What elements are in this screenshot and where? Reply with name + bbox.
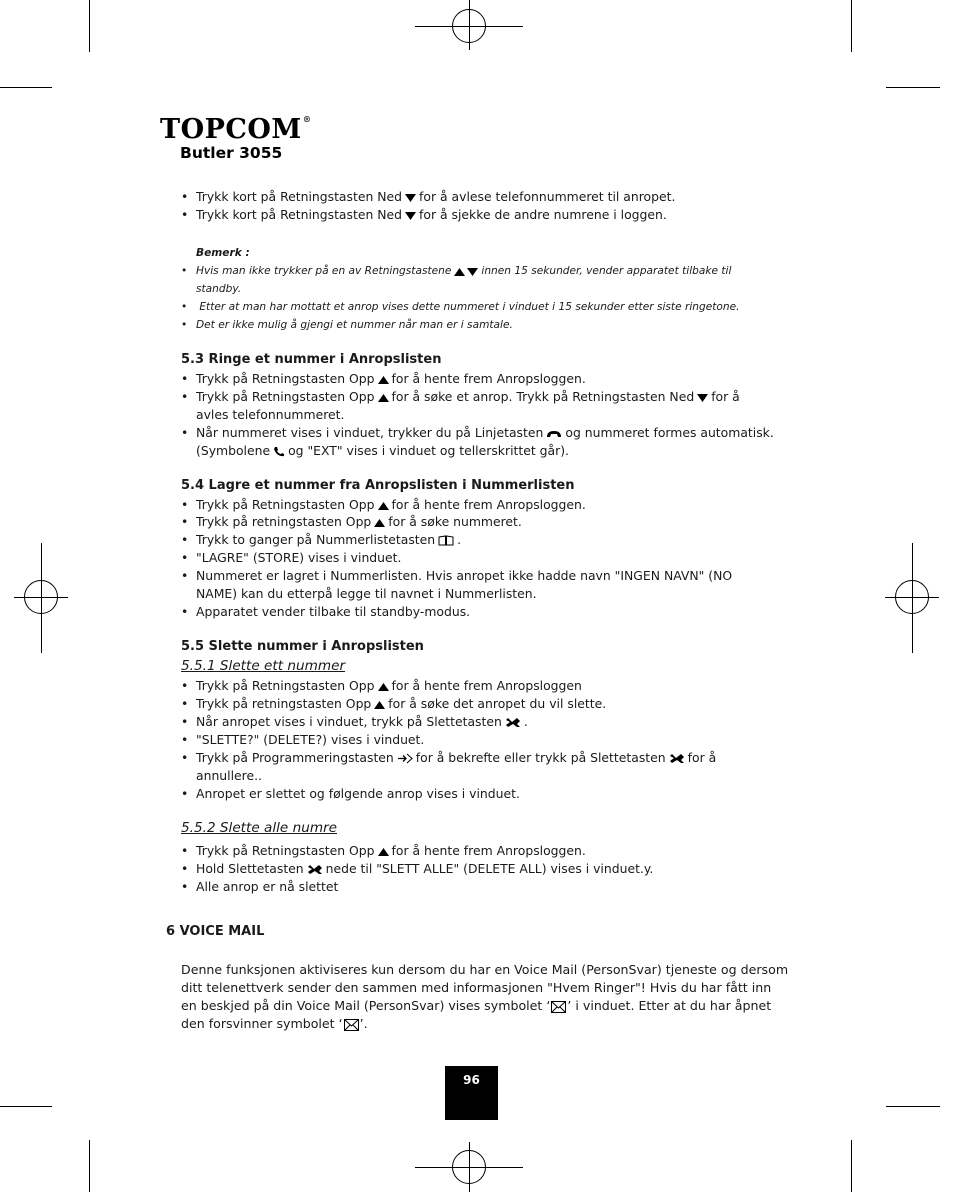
line-key-icon bbox=[546, 430, 562, 438]
arrow-up-icon bbox=[374, 518, 385, 527]
list-item: • Alle anrop er nå slettet bbox=[181, 879, 339, 894]
arrow-up-icon bbox=[378, 501, 389, 510]
delete-key-icon bbox=[505, 717, 521, 728]
paragraph-line: den forsvinner symbolet ‘ ’. bbox=[181, 1016, 368, 1031]
arrow-up-down-icon bbox=[454, 267, 478, 276]
list-item-cont: avles telefonnummeret. bbox=[196, 407, 345, 422]
list-item: • Trykk på Retningstasten Opp for å hente frem Anropsloggen. bbox=[181, 497, 586, 512]
section-heading: 5.5 Slette nummer i Anropslisten bbox=[181, 639, 424, 654]
paragraph-line: en beskjed på din Voice Mail (PersonSvar) vises symbolet ‘ ’ i vinduet. Etter at du har åpnet bbox=[181, 998, 772, 1013]
subsection-heading: 5.5.1 Slette ett nummer bbox=[181, 658, 346, 674]
phonebook-icon bbox=[438, 535, 454, 546]
list-item: • Trykk på Programmeringstasten for å bekrefte eller trykk på Slettetasten for å bbox=[181, 750, 717, 765]
arrow-up-icon bbox=[378, 682, 389, 691]
section-heading: 5.3 Ringe et nummer i Anropslisten bbox=[181, 352, 442, 367]
arrow-down-icon bbox=[697, 393, 708, 402]
arrow-up-icon bbox=[374, 700, 385, 709]
list-item-cont: (Symbolene og "EXT" vises i vinduet og tellerskrittet går). bbox=[196, 443, 569, 458]
note-title: Bemerk : bbox=[196, 247, 250, 259]
arrow-down-icon bbox=[405, 193, 416, 202]
note-item: • Hvis man ikke trykker på en av Retningstastene innen 15 sekunder, vender apparatet tilbake til bbox=[181, 265, 732, 277]
arrow-down-icon bbox=[405, 211, 416, 220]
delete-key-icon bbox=[307, 864, 323, 875]
delete-key-icon bbox=[669, 753, 685, 764]
list-item: • Trykk på Retningstasten Opp for å hente frem Anropsloggen. bbox=[181, 371, 586, 386]
list-item: • Apparatet vender tilbake til standby-modus. bbox=[181, 604, 471, 619]
brand-logo: TOPCOM® bbox=[160, 114, 312, 145]
arrow-up-icon bbox=[378, 393, 389, 402]
list-item: • Trykk på Retningstasten Opp for å hente frem Anropsloggen. bbox=[181, 843, 586, 858]
note-item: • Etter at man har mottatt et anrop vises dette nummeret i vinduet i 15 sekunder etter siste ringetone. bbox=[181, 301, 740, 313]
list-item: • Trykk på retningstasten Opp for å søke nummeret. bbox=[181, 514, 522, 529]
paragraph-line: Denne funksjonen aktiviseres kun dersom du har en Voice Mail (PersonSvar) tjeneste og dersom bbox=[181, 962, 789, 977]
list-item: • Nummeret er lagret i Nummerlisten. Hvis anropet ikke hadde navn "INGEN NAVN" (NO bbox=[181, 568, 733, 583]
list-item: • Trykk kort på Retningstasten Ned for å sjekke de andre numrene i loggen. bbox=[181, 207, 667, 222]
handset-icon bbox=[273, 446, 285, 457]
paragraph-line: ditt telenettverk sender den sammen med informasjonen "Hvem Ringer"! Hvis du har fått inn bbox=[181, 980, 772, 995]
list-item: • Når nummeret vises i vinduet, trykker du på Linjetasten og nummeret formes automatisk. bbox=[181, 425, 774, 440]
note-item: • Det er ikke mulig å gjengi et nummer når man er i samtale. bbox=[181, 319, 513, 331]
arrow-up-icon bbox=[378, 847, 389, 856]
section-heading: 5.4 Lagre et nummer fra Anropslisten i Nummerlisten bbox=[181, 478, 575, 493]
note-item-cont: standby. bbox=[196, 283, 242, 295]
list-item: • Trykk kort på Retningstasten Ned for å avlese telefonnummeret til anropet. bbox=[181, 189, 676, 204]
model-title: Butler 3055 bbox=[180, 144, 283, 162]
list-item: • Trykk på Retningstasten Opp for å hente frem Anropsloggen bbox=[181, 678, 582, 693]
list-item-cont: annullere.. bbox=[196, 768, 262, 783]
chapter-heading: 6 VOICE MAIL bbox=[166, 924, 265, 939]
program-key-icon bbox=[397, 753, 413, 764]
list-item: • Trykk på Retningstasten Opp for å søke et anrop. Trykk på Retningstasten Ned for å bbox=[181, 389, 740, 404]
list-item: • Trykk to ganger på Nummerlistetasten . bbox=[181, 532, 462, 547]
list-item: • Anropet er slettet og følgende anrop vises i vinduet. bbox=[181, 786, 520, 801]
list-item: • Når anropet vises i vinduet, trykk på Slettetasten . bbox=[181, 714, 528, 729]
page-number: 96 bbox=[445, 1066, 498, 1120]
list-item: • Hold Slettetasten nede til "SLETT ALLE" (DELETE ALL) vises i vinduet.y. bbox=[181, 861, 654, 876]
arrow-up-icon bbox=[378, 375, 389, 384]
list-item: • "LAGRE" (STORE) vises i vinduet. bbox=[181, 550, 402, 565]
envelope-icon bbox=[551, 1001, 566, 1013]
subsection-heading: 5.5.2 Slette alle numre bbox=[181, 820, 338, 836]
list-item: • "SLETTE?" (DELETE?) vises i vinduet. bbox=[181, 732, 425, 747]
list-item: • Trykk på retningstasten Opp for å søke det anropet du vil slette. bbox=[181, 696, 607, 711]
envelope-icon bbox=[344, 1019, 359, 1031]
list-item-cont: NAME) kan du etterpå legge til navnet i Nummerlisten. bbox=[196, 586, 537, 601]
